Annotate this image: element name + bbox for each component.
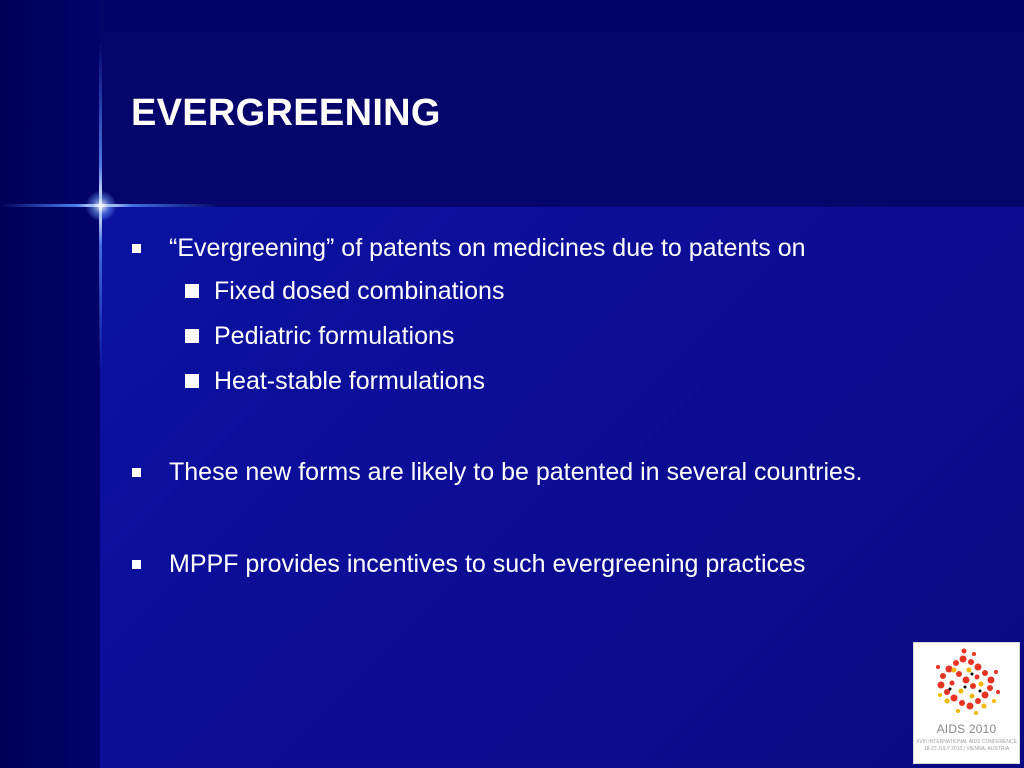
square-bullet-icon — [132, 560, 141, 569]
spacer — [131, 492, 911, 544]
bullet-list — [131, 228, 911, 584]
square-bullet-icon — [132, 244, 141, 253]
square-bullet-icon — [132, 468, 141, 477]
sub-bullet-text: Pediatric formulations — [214, 322, 455, 350]
bullet-item — [131, 228, 911, 268]
logo-subtitle: XVIII INTERNATIONAL AIDS CONFERENCE — [916, 739, 1017, 745]
sub-bullet-item — [131, 313, 911, 359]
square-bullet-icon — [185, 374, 199, 388]
logo-subtitle: 18-23 JULY 2010 | VIENNA, AUSTRIA — [923, 746, 1010, 752]
logo-title: AIDS 2010 — [936, 722, 997, 736]
sub-bullet-text: Fixed dosed combinations — [214, 277, 505, 305]
ribbon-logo-icon — [914, 643, 1019, 723]
slide-title: EVERGREENING — [131, 92, 441, 134]
square-bullet-icon — [185, 329, 199, 343]
sub-bullet-item — [131, 358, 911, 404]
background-left-panel — [0, 0, 100, 768]
bullet-text: These new forms are likely to be patented in several countries. — [169, 458, 863, 486]
bullet-item — [131, 544, 911, 584]
light-flare-glow — [86, 191, 116, 221]
bullet-item — [131, 452, 911, 492]
bullet-text: “Evergreening” of patents on medicines due to patents on — [169, 234, 806, 262]
sub-bullet-text: Heat-stable formulations — [214, 367, 485, 395]
square-bullet-icon — [185, 284, 199, 298]
spacer — [131, 404, 911, 452]
aids-2010-logo — [913, 642, 1020, 764]
sub-bullet-item — [131, 268, 911, 314]
bullet-text: MPPF provides incentives to such evergreening practices — [169, 550, 806, 578]
